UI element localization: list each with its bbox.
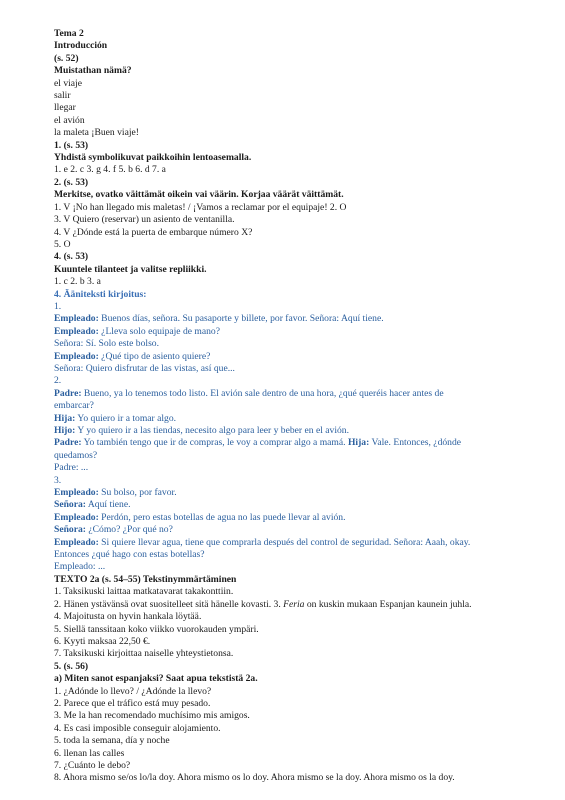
dialogue-line: embarcar? — [54, 400, 94, 412]
exercise-instruction: Merkitse, ovatko väittämät oikein vai väärin. Korjaa väärät väittämät. — [54, 189, 344, 201]
speech: Yo quiero ir a tomar algo. — [75, 412, 177, 424]
vocab-item: el avión — [54, 114, 85, 126]
answer-line: 7. Taksikuski kirjoittaa naiselle yhteystietonsa. — [54, 648, 234, 660]
dialogue-line — [54, 351, 534, 363]
speech: Si quiere llevar agua, tiene que comprarla después del control de seguridad. Señora: Aaah, okay. — [98, 536, 471, 548]
vocab-item: llegar — [54, 102, 76, 114]
speech: Bueno, ya lo tenemos todo listo. El avión sale dentro de una hora, ¿qué queréis hacer antes de — [81, 387, 444, 399]
dialogue-line — [54, 499, 534, 511]
vocab-item: la maleta ¡Buen viaje! — [54, 127, 139, 139]
speech: Buenos días, señora. Su pasaporte y billete, por favor. Señora: Aquí tiene. — [98, 313, 384, 325]
dialogue-line — [54, 326, 534, 338]
answer-line: 8. Ahora mismo se/os lo/la doy. Ahora mismo os lo doy. Ahora mismo se la doy. Ahora mismo os la doy. — [54, 772, 455, 784]
speaker-label: Señora: — [54, 499, 86, 511]
answer-part: 2. Hänen ystävänsä ovat suositelleet sitä hänelle kovasti. 3. — [54, 598, 284, 610]
speaker-label: Hija: — [347, 437, 370, 449]
speaker-label: Señora: — [54, 524, 86, 536]
answer-line: 1. c 2. b 3. a — [54, 276, 101, 288]
dialogue-line: Entonces ¿qué hago con estas botellas? — [54, 549, 205, 561]
speech: Perdón, pero estas botellas de agua no las puede llevar al avión. — [98, 511, 346, 523]
speech: ¿Lleva solo equipaje de mano? — [98, 325, 220, 337]
answer-line: 3. Me la han recomendado muchísimo mis amigos. — [54, 710, 250, 722]
speaker-label: Empleado: — [54, 350, 99, 362]
speaker-label: Empleado: — [54, 325, 99, 337]
speech: ¿Qué tipo de asiento quiere? — [98, 350, 211, 362]
dialogue-line — [54, 425, 534, 437]
answer-line: 6. Kyyti maksaa 22,50 €. — [54, 635, 151, 647]
exercise-instruction: Yhdistä symbolikuvat paikkoihin lentoasemalla. — [54, 152, 252, 164]
dialogue-line — [54, 487, 534, 499]
dialogue-line: Empleado: ... — [54, 561, 106, 573]
answer-line: 1. ¿Adónde lo llevo? / ¿Adónde la llevo? — [54, 685, 212, 697]
answer-line: 6. llenan las calles — [54, 747, 125, 759]
speaker-label: Empleado: — [54, 487, 99, 499]
dialogue-number: 1. — [54, 300, 62, 312]
dialogue-line: quedamos? — [54, 449, 98, 461]
answer-line: 1. e 2. c 3. g 4. f 5. b 6. d 7. a — [54, 164, 166, 176]
dialogue-line: Señora: Quiero disfrutar de las vistas, así que... — [54, 362, 235, 374]
answer-line: 5. O — [54, 238, 71, 250]
speaker-label: Empleado: — [54, 511, 99, 523]
speaker-label: Hijo: — [54, 425, 76, 436]
answer-line: 2. Parece que el tráfico está muy pesado. — [54, 697, 211, 709]
speech: Yo también tengo que ir de compras, le voy a comprar algo a mamá. — [81, 437, 348, 449]
speaker-label: Empleado: — [54, 536, 99, 548]
dialogue-line — [54, 313, 534, 325]
page-ref: (s. 52) — [54, 52, 79, 64]
task-heading: Muistathan nämä? — [54, 65, 132, 77]
exercise-number: 2. (s. 53) — [54, 176, 89, 188]
speaker-label: Padre: — [54, 437, 82, 449]
transcript-heading: 4. Ääniteksti kirjoitus: — [54, 288, 147, 300]
dialogue-line — [54, 512, 534, 524]
dialogue-number: 3. — [54, 474, 62, 486]
answer-line: 4. Es casi imposible conseguir alojamiento. — [54, 722, 221, 734]
answer-line: 7. ¿Cuánto le debo? — [54, 759, 131, 771]
dialogue-line — [54, 537, 534, 549]
speech: Y yo quiero ir a las tiendas, necesito algo para leer y beber en el avión. — [75, 425, 349, 436]
speaker-label: Empleado: — [54, 313, 99, 325]
dialogue-number: 2. — [54, 375, 62, 387]
answer-line — [54, 599, 534, 611]
speaker-label: Hija: — [54, 412, 76, 424]
text-section-heading: TEXTO 2a (s. 54–55) Tekstinymmärtäminen — [54, 573, 237, 585]
section-heading: Introducción — [54, 40, 108, 52]
exercise-number: 5. (s. 56) — [54, 660, 89, 672]
answer-line: 1. V ¡No han llegado mis maletas! / ¡Vamos a reclamar por el equipaje! 2. O — [54, 201, 347, 213]
document-page — [54, 28, 534, 785]
answer-line: 5. toda la semana, día y noche — [54, 735, 170, 747]
exercise-instruction: Kuuntele tilanteet ja valitse repliikki. — [54, 263, 207, 275]
vocab-item: el viaje — [54, 77, 82, 89]
exercise-instruction: a) Miten sanot espanjaksi? Saat apua tekstistä 2a. — [54, 673, 258, 685]
exercise-number: 1. (s. 53) — [54, 139, 89, 151]
answer-line: 4. V ¿Dónde está la puerta de embarque número X? — [54, 226, 253, 238]
speech: ¿Cómo? ¿Por qué no? — [85, 524, 173, 536]
answer-line: 4. Majoitusta on hyvin hankala löytää. — [54, 611, 202, 623]
dialogue-line — [54, 388, 534, 400]
speech: Aquí tiene. — [85, 499, 131, 511]
answer-line: 5. Siellä tanssitaan koko viikko vuorokauden ympäri. — [54, 623, 259, 635]
dialogue-line — [54, 437, 534, 449]
dialogue-line: Señora: Sí. Solo este bolso. — [54, 338, 159, 350]
dialogue-line — [54, 524, 534, 536]
answer-part: on kuskin mukaan Espanjan kaunein juhla. — [304, 598, 472, 610]
answer-italic: Feria — [283, 598, 305, 610]
speech: Vale. Entonces, ¿dónde — [369, 437, 462, 449]
exercise-number: 4. (s. 53) — [54, 251, 89, 263]
dialogue-line — [54, 413, 534, 425]
vocab-item: salir — [54, 90, 71, 102]
answer-line: 1. Taksikuski laittaa matkatavarat takakonttiin. — [54, 586, 234, 598]
answer-line: 3. V Quiero (reservar) un asiento de ventanilla. — [54, 214, 235, 226]
doc-title: Tema 2 — [54, 28, 84, 39]
speech: Su bolso, por favor. — [98, 487, 177, 499]
speaker-label: Padre: — [54, 387, 82, 399]
dialogue-line: Padre: ... — [54, 462, 89, 474]
